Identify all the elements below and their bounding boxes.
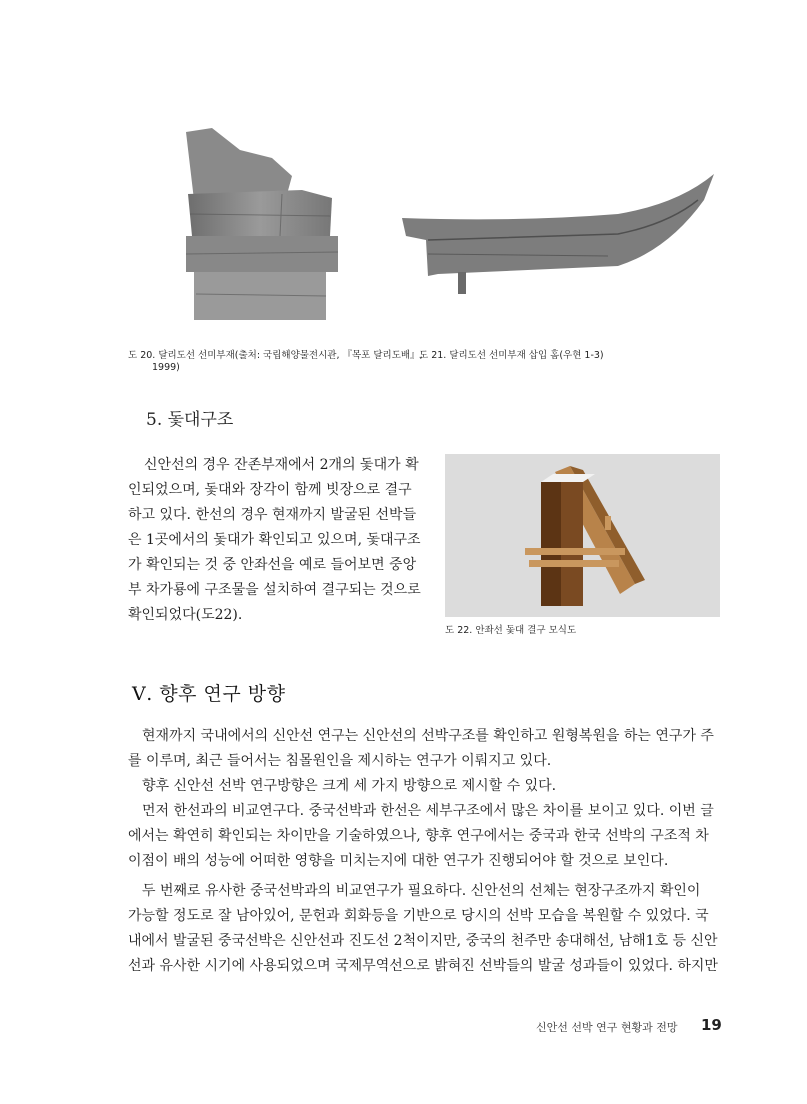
paragraph-line: 이점이 배의 성능에 어떠한 영향을 미치는지에 대한 연구가 진행되어야 할 것으로 보인다. — [128, 853, 669, 869]
page-number: 19 — [701, 1016, 722, 1034]
paragraph-line: 내에서 발굴된 중국선박은 신안선과 진도선 2척이지만, 중국의 천주만 송대해선, 남해1호 등 신안 — [128, 933, 718, 949]
paragraph-line: 를 이루며, 최근 들어서는 침몰원인을 제시하는 연구가 이뤄지고 있다. — [128, 753, 552, 769]
figure-20-caption-cont: 1999) — [152, 362, 180, 373]
paragraph-line: 에서는 확연히 확인되는 차이만을 기술하였으나, 향후 연구에서는 중국과 한국 선박의 구조적 차 — [128, 828, 709, 844]
paragraph-line: 현재까지 국내에서의 신안선 연구는 신안선의 선박구조를 확인하고 원형복원을 하는 연구가 주 — [142, 728, 714, 744]
paragraph-line: 부 차가룡에 구조물을 설치하여 결구되는 것으로 — [128, 582, 421, 598]
figure-21-caption: 도 21. 달리도선 선미부재 삽입 홈(우현 1-3) — [419, 350, 604, 361]
stern-member-photo — [182, 124, 342, 324]
mast-joint-diagram — [445, 454, 720, 617]
section-5-paragraph — [128, 454, 428, 634]
chapter-heading: Ⅴ. 향후 연구 방향 — [132, 683, 286, 705]
stern-member-groove-photo — [398, 170, 718, 300]
paragraph-line: 먼저 한선과의 비교연구다. 중국선박과 한선은 세부구조에서 많은 차이를 보이고 있다. 이번 글 — [142, 803, 714, 819]
paragraph-line: 하고 있다. 한선의 경우 현재까지 발굴된 선박들 — [128, 507, 417, 523]
chapter-5-paragraph — [128, 725, 728, 985]
paragraph-line: 신안선의 경우 잔존부재에서 2개의 돛대가 확 — [144, 457, 419, 473]
section-heading: 5. 돛대구조 — [146, 410, 234, 430]
paragraph-line: 향후 신안선 선박 연구방향은 크게 세 가지 방향으로 제시할 수 있다. — [142, 778, 557, 794]
paragraph-line: 두 번째로 유사한 중국선박과의 비교연구가 필요하다. 신안선의 선체는 현장구조까지 확인이 — [142, 883, 701, 899]
paragraph-line: 가능할 정도로 잘 남아있어, 문헌과 회화등을 기반으로 당시의 선박 모습을 복원할 수 있었다. 국 — [128, 908, 709, 924]
figure-22-caption: 도 22. 안좌선 돛대 결구 모식도 — [445, 625, 577, 636]
paragraph-line: 확인되었다(도22). — [128, 607, 243, 623]
paragraph-line: 인되었으며, 돛대와 장각이 함께 빗장으로 결구 — [128, 482, 412, 498]
paragraph-line: 가 확인되는 것 중 안좌선을 예로 들어보면 중앙 — [128, 557, 417, 573]
running-title: 신안선 선박 연구 현황과 전망 — [536, 1021, 678, 1034]
paragraph-line: 은 1곳에서의 돛대가 확인되고 있으며, 돛대구조 — [128, 532, 421, 548]
figure-20-caption: 도 20. 달리도선 선미부재(출처: 국립해양물전시관, 『목포 달리도배』, — [128, 350, 423, 361]
paragraph-line: 선과 유사한 시기에 사용되었으며 국제무역선으로 밝혀진 선박들의 발굴 성과들이 있었다. 하지만 — [128, 958, 718, 974]
